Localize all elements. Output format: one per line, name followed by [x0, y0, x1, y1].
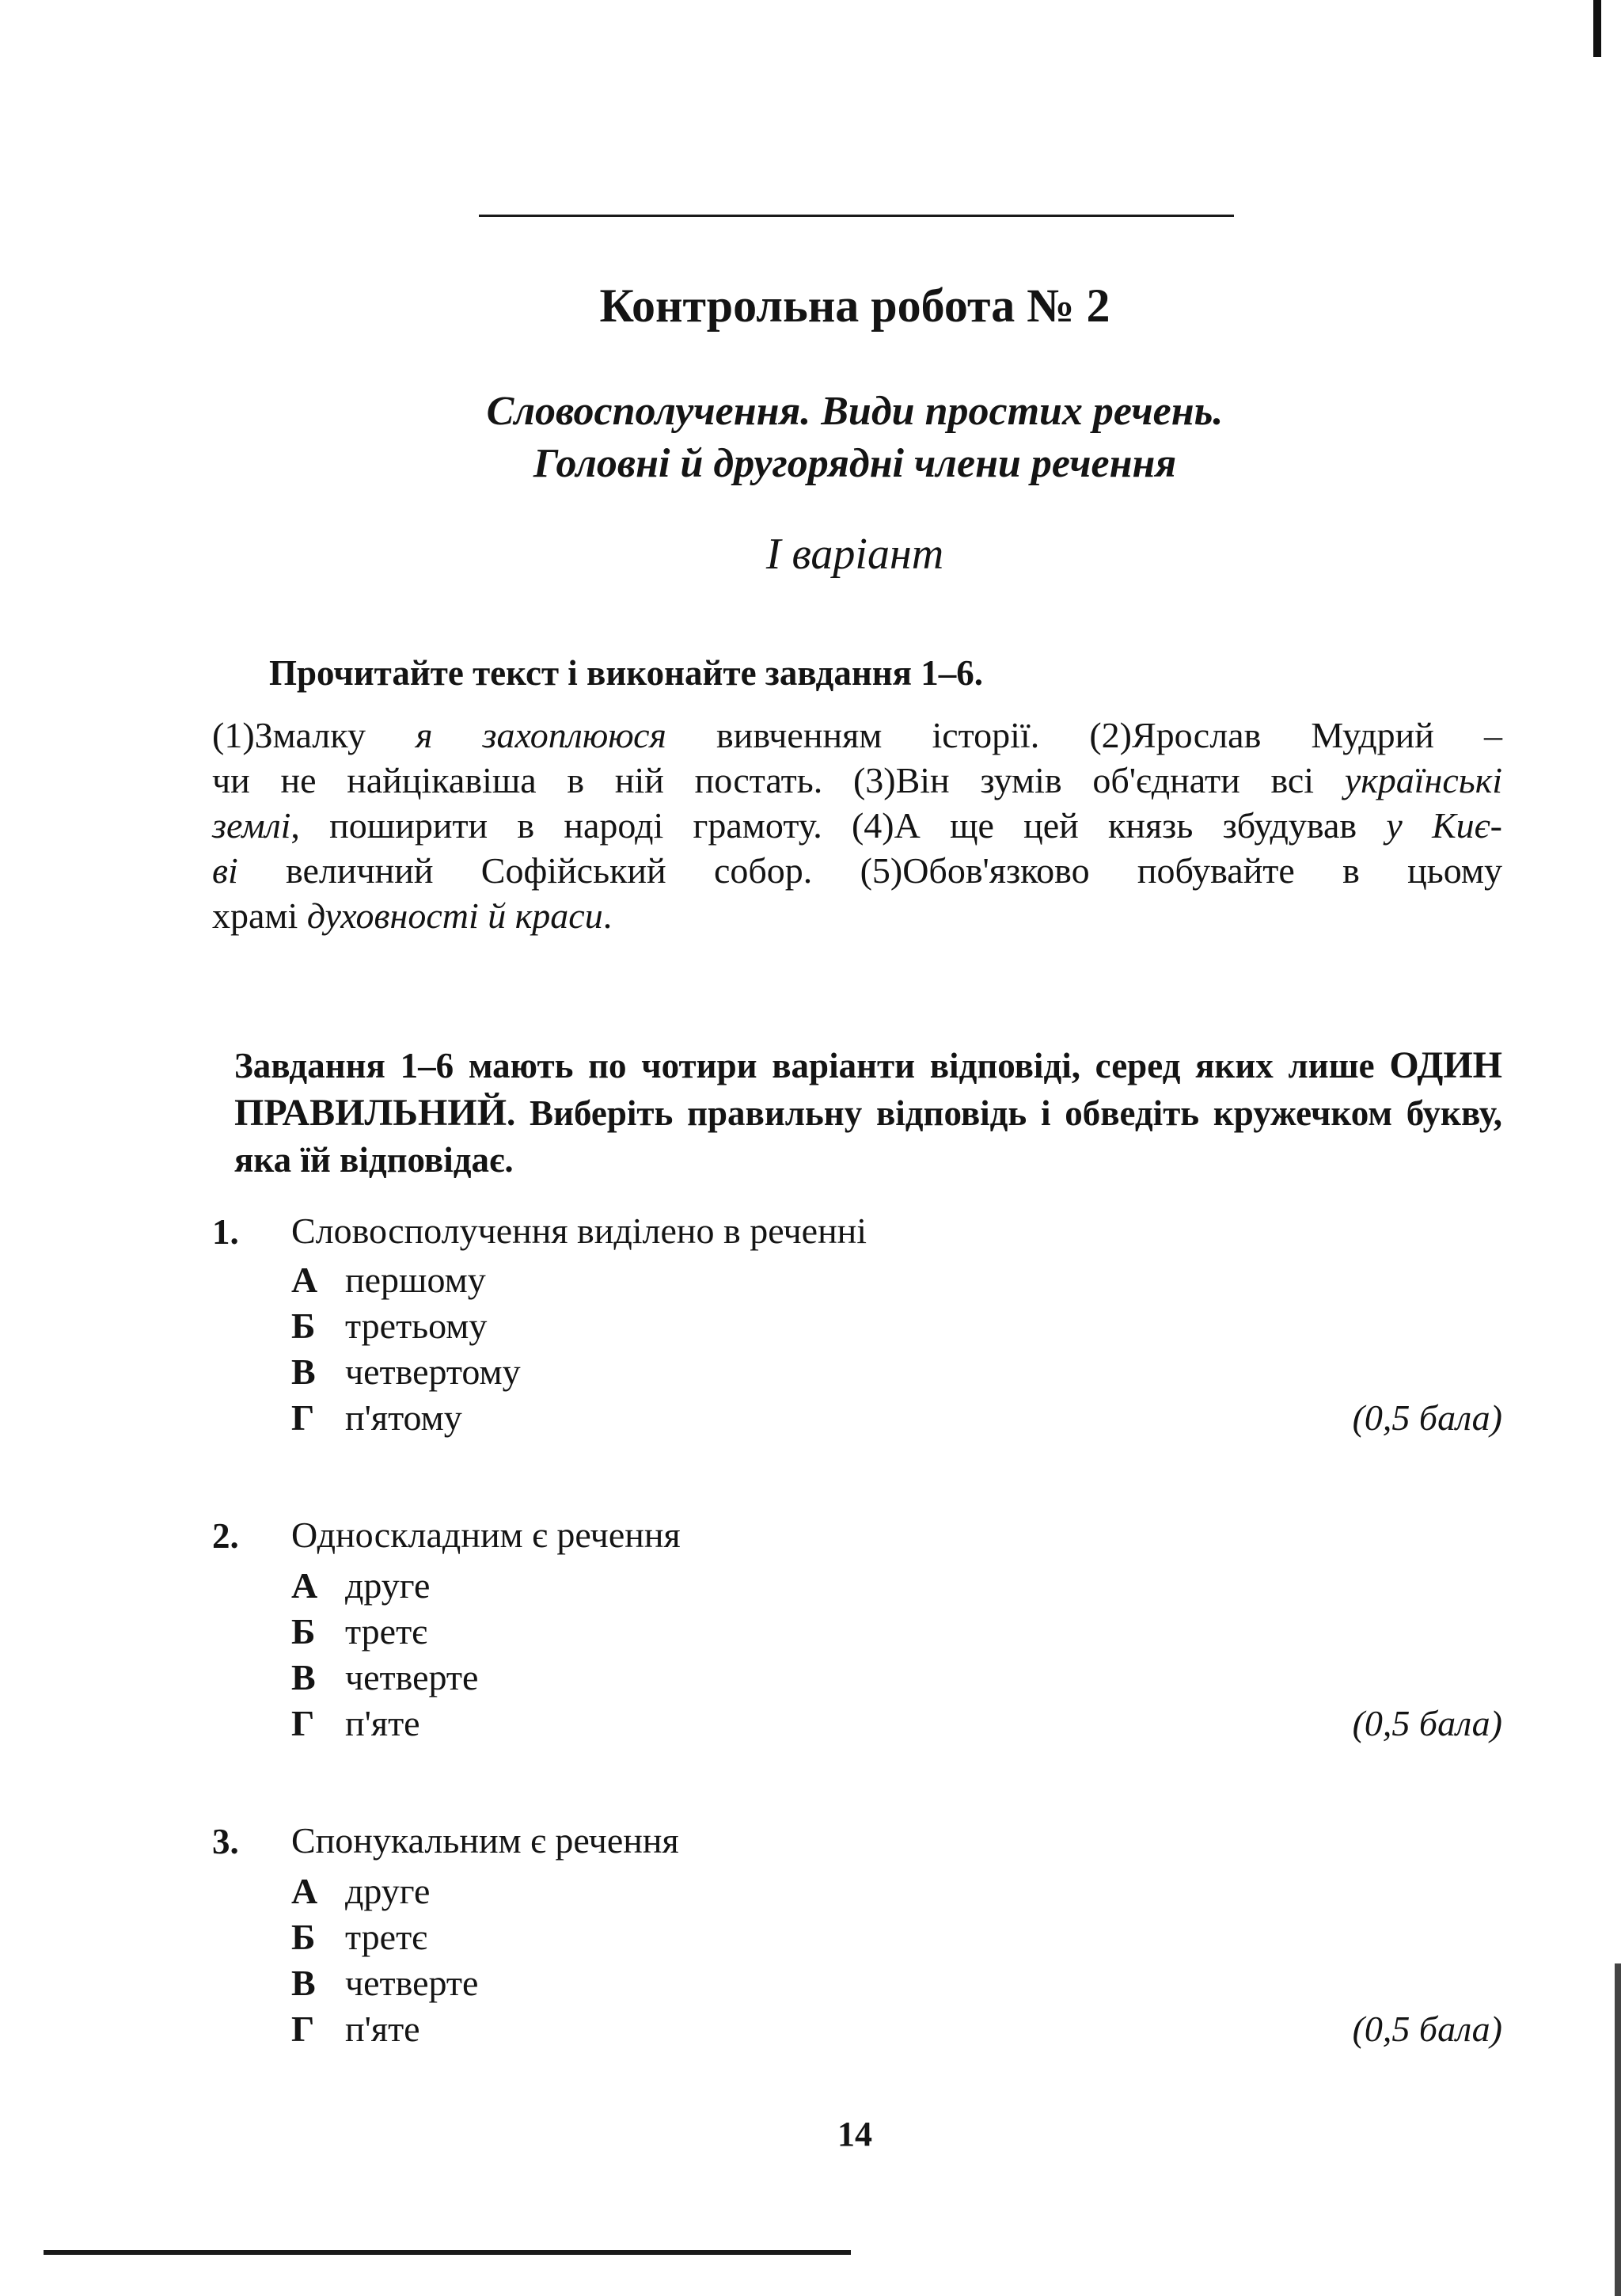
question-2-text: Односкладним є речення [291, 1515, 681, 1555]
question-3-points: (0,5 бала) [1352, 2009, 1502, 2049]
question-3-text: Спонукальним є речення [291, 1820, 679, 1861]
question-1-option-c-letter[interactable]: В [291, 1351, 316, 1392]
question-1-option-b-text: третьому [345, 1306, 488, 1346]
question-2-number: 2. [212, 1516, 239, 1556]
reading-text-line [212, 758, 1502, 803]
scan-edge-mark-top [1593, 0, 1601, 57]
question-1-option-a-text: першому [345, 1260, 486, 1300]
tasks-instruction-caps: ОДИН ПРАВИЛЬНИЙ [234, 1044, 1503, 1134]
variant-label: I варіант [765, 530, 944, 579]
top-rule [479, 215, 1234, 217]
reading-text-line [212, 893, 1502, 938]
question-2-option-d-letter[interactable]: Г [291, 1703, 315, 1743]
question-3-option-c-text: четверте [345, 1963, 479, 2003]
reading-text-line [212, 713, 1502, 758]
question-1-text: Словосполучення виділено в реченні [291, 1211, 867, 1251]
highlighted-phrase: ві [212, 850, 238, 891]
question-3-option-b-letter[interactable]: Б [291, 1917, 316, 1957]
page-title: Контрольна робота № 2 [599, 279, 1110, 332]
reading-text-run: , поширити в народі грамоту. (4)А ще цей князь збудував [290, 805, 1387, 846]
highlighted-phrase: українські [1344, 760, 1502, 800]
question-3-option-a-letter[interactable]: А [291, 1871, 318, 1911]
reading-text-run: чи не найцікавіша в ній постать. (3)Він зумів об'єднати всі [212, 760, 1345, 800]
bottom-rule [44, 2250, 851, 2255]
reading-text [212, 713, 1502, 938]
question-3-option-d-text: п'яте [345, 2009, 420, 2049]
question-2-option-a-letter[interactable]: А [291, 1565, 318, 1606]
topic-line-2: Головні й другорядні члени речення [533, 441, 1177, 486]
reading-text-run: величний Софійський собор. (5)Обов'язково побувайте в цьому [237, 850, 1502, 891]
question-1-option-a-letter[interactable]: А [291, 1260, 318, 1300]
highlighted-phrase: у Киє- [1386, 805, 1502, 846]
question-1-option-b-letter[interactable]: Б [291, 1306, 316, 1346]
tasks-instruction [234, 1042, 1502, 1184]
question-1-points: (0,5 бала) [1352, 1397, 1502, 1438]
reading-text-line [212, 803, 1502, 848]
tasks-instruction-part2: . Виберіть правильну відповідь і обведіть кружечком букву, яка їй відповідає. [234, 1093, 1502, 1180]
question-1-number: 1. [212, 1212, 239, 1252]
highlighted-phrase: духовності й краси [306, 895, 603, 936]
highlighted-phrase: я захоплююся [416, 715, 666, 755]
question-2-option-a-text: друге [345, 1565, 431, 1606]
topic-line-1: Словосполучення. Види простих речень. [486, 389, 1224, 434]
reading-instruction: Прочитайте текст і виконайте завдання 1–6. [269, 653, 984, 693]
reading-text-line [212, 848, 1502, 893]
question-2-option-c-letter[interactable]: В [291, 1657, 316, 1697]
question-1-option-c-text: четвертому [345, 1351, 521, 1392]
question-2-points: (0,5 бала) [1352, 1703, 1502, 1743]
reading-text-run: . [602, 895, 613, 936]
question-3-option-a-text: друге [345, 1871, 431, 1911]
question-2-option-b-text: третє [345, 1611, 427, 1652]
reading-text-run: (1)Змалку [212, 715, 416, 755]
highlighted-phrase: землі [212, 805, 291, 846]
question-3-number: 3. [212, 1822, 239, 1861]
question-3-option-c-letter[interactable]: В [291, 1963, 316, 2003]
page-number: 14 [837, 2115, 872, 2153]
tasks-instruction-part1: Завдання 1–6 мають по чотири варіанти відповіді, серед яких лише [234, 1046, 1375, 1085]
question-2-option-c-text: четверте [345, 1657, 479, 1697]
question-1-option-d-text: п'ятому [345, 1397, 462, 1438]
question-3-option-b-text: третє [345, 1917, 427, 1957]
reading-text-run: вивченням історії. (2)Ярослав Мудрий – [666, 715, 1502, 755]
question-2-option-d-text: п'яте [345, 1703, 420, 1743]
reading-text-run: храмі [212, 895, 307, 936]
question-2-option-b-letter[interactable]: Б [291, 1611, 316, 1652]
question-3-option-d-letter[interactable]: Г [291, 2009, 315, 2049]
question-1-option-d-letter[interactable]: Г [291, 1397, 315, 1438]
